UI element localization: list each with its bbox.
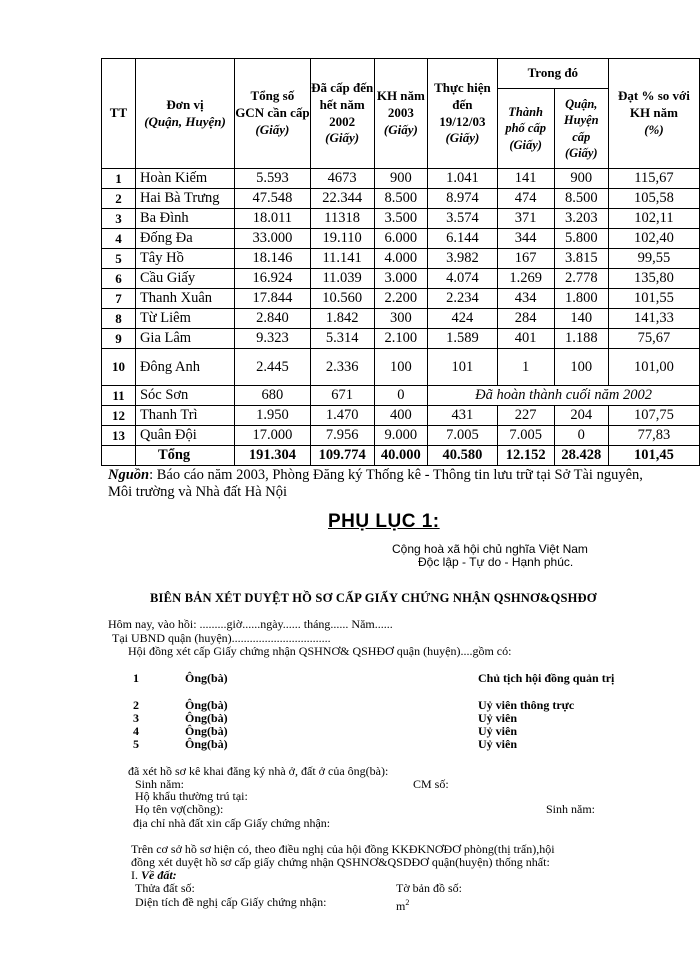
place-line: Tại UBND quận (huyện)................................. [112, 631, 331, 645]
source-text: : Báo cáo năm 2003, Phòng Đăng ký Thống kê - Thông tin lưu trữ tại Sở Tài nguyên, Môi trường và Nhà đất Hà Nội [108, 467, 643, 500]
row-tt: 5 [102, 249, 136, 269]
row-plan: 2.200 [374, 289, 428, 309]
total-pct: 101,45 [608, 446, 699, 466]
member-role: Uỷ viên [478, 737, 517, 751]
row-issued: 1.470 [310, 406, 374, 426]
row-issued: 11.039 [310, 269, 374, 289]
row-issued: 671 [310, 386, 374, 406]
row-city: 284 [497, 309, 554, 329]
row-unit: Đống Đa [135, 229, 234, 249]
header-plan-2003-unit: (Giấy) [383, 121, 418, 137]
row-city: 141 [497, 169, 554, 189]
row-total: 16.924 [235, 269, 311, 289]
row-tt: 9 [102, 329, 136, 349]
row-city: 1.269 [497, 269, 554, 289]
header-tt: TT [102, 59, 136, 169]
member-name-label: Ông(bà) [185, 671, 228, 685]
appendix-title: PHỤ LỤC 1: [328, 511, 440, 532]
header-unit [135, 59, 234, 169]
row-district: 140 [554, 309, 608, 329]
header-plan-2003-label: KH năm 2003 [376, 88, 425, 121]
member-number: 2 [133, 698, 139, 712]
row-done: 8.974 [428, 189, 498, 209]
household-label: Hộ khẩu thường trú tại: [135, 789, 248, 803]
row-total: 17.844 [235, 289, 311, 309]
member-number: 1 [133, 671, 139, 685]
table-row [102, 349, 700, 386]
row-done: 2.234 [428, 289, 498, 309]
row-pct: 101,55 [608, 289, 699, 309]
council-line: Hội đồng xét cấp Giấy chứng nhận QSHNƠ& QSHĐƠ quận (huyện)....gồm có: [128, 644, 512, 658]
row-total: 1.950 [235, 406, 311, 426]
header-unit-label: Đơn vị [166, 96, 204, 112]
row-pct: 135,80 [608, 269, 699, 289]
motto-line-1: Cộng hoà xã hội chủ nghĩa Việt Nam [392, 542, 588, 556]
member-number: 3 [133, 711, 139, 725]
row-unit: Hoàn Kiếm [135, 169, 234, 189]
row-city: 167 [497, 249, 554, 269]
row-total: 18.011 [235, 209, 311, 229]
basis-line-1: Trên cơ sở hồ sơ hiện có, theo điều nghị của hội đồng KKĐKNƠĐƠ phòng(thị trấn),hội [131, 842, 555, 856]
header-issued-2002-unit: (Giấy) [325, 130, 360, 146]
member-name-label: Ông(bà) [185, 724, 228, 738]
row-plan: 900 [374, 169, 428, 189]
member-role: Uỷ viên thông trực [478, 698, 575, 712]
table-row [102, 189, 700, 209]
row-unit: Ba Đình [135, 209, 234, 229]
table-row [102, 169, 700, 189]
table-row [102, 229, 700, 249]
row-city: 344 [497, 229, 554, 249]
row-district: 2.778 [554, 269, 608, 289]
total-tt [102, 446, 136, 466]
row-tt: 2 [102, 189, 136, 209]
row-issued: 2.336 [310, 349, 374, 386]
row-pct: 75,67 [608, 329, 699, 349]
row-total: 680 [235, 386, 311, 406]
row-district: 1.188 [554, 329, 608, 349]
row-district: 900 [554, 169, 608, 189]
row-plan: 2.100 [374, 329, 428, 349]
row-total: 2.840 [235, 309, 311, 329]
member-role: Chủ tịch hội đồng quản trị [478, 671, 615, 685]
member-name-label: Ông(bà) [185, 737, 228, 751]
row-unit: Quân Đội [135, 426, 234, 446]
row-tt: 7 [102, 289, 136, 309]
section-title: Về đất: [141, 868, 177, 882]
row-tt: 4 [102, 229, 136, 249]
header-unit-sub: (Quận, Huyện) [144, 113, 226, 129]
header-total-gcn-unit: (Giấy) [255, 121, 290, 137]
total-district: 28.428 [554, 446, 608, 466]
row-district: 100 [554, 349, 608, 386]
member-name-label: Ông(bà) [185, 698, 228, 712]
member-number: 4 [133, 724, 139, 738]
total-city: 12.152 [497, 446, 554, 466]
table-body [102, 169, 700, 466]
row-tt: 13 [102, 426, 136, 446]
table-row [102, 209, 700, 229]
row-done: 424 [428, 309, 498, 329]
row-unit: Đông Anh [135, 349, 234, 386]
row-unit: Tây Hồ [135, 249, 234, 269]
table-row [102, 289, 700, 309]
row-district: 204 [554, 406, 608, 426]
row-city: 371 [497, 209, 554, 229]
national-motto [392, 543, 588, 569]
row-tt: 3 [102, 209, 136, 229]
table-row [102, 249, 700, 269]
header-city-issued: Thành phố cấp (Giấy) [497, 89, 554, 169]
row-plan: 300 [374, 309, 428, 329]
header-district-issued: Quận, Huyện cấp (Giấy) [554, 89, 608, 169]
total-done: 40.580 [428, 446, 498, 466]
area-unit [396, 896, 409, 913]
row-pct: 107,75 [608, 406, 699, 426]
row-plan: 3.000 [374, 269, 428, 289]
row-issued: 7.956 [310, 426, 374, 446]
row-done: 3.982 [428, 249, 498, 269]
header-plan-2003 [374, 59, 428, 169]
row-city: 227 [497, 406, 554, 426]
row-issued: 11.141 [310, 249, 374, 269]
source-label: Nguồn [108, 467, 150, 483]
basis-line-2: đồng xét duyệt hồ sơ cấp giấy chứng nhận QSHNƠ&QSDĐƠ quận(huyện) thống nhất: [131, 855, 550, 869]
area-unit-base: m [396, 899, 406, 913]
header-of-which: Trong đó [497, 59, 608, 89]
table-row [102, 426, 700, 446]
document-title: BIÊN BẢN XÉT DUYỆT HỒ SƠ CẤP GIẤY CHỨNG NHẬN QSHNƠ&QSHĐƠ [150, 591, 597, 605]
row-city: 474 [497, 189, 554, 209]
spouse-birth-label: Sinh năm: [546, 802, 596, 816]
row-tt: 6 [102, 269, 136, 289]
member-role: Uỷ viên [478, 724, 517, 738]
source-note [108, 467, 668, 501]
header-percent-label: Đạt % so với KH năm [618, 88, 690, 121]
table-row [102, 406, 700, 426]
header-percent [608, 59, 699, 169]
member-number: 5 [133, 737, 139, 751]
row-plan: 400 [374, 406, 428, 426]
row-plan: 100 [374, 349, 428, 386]
header-percent-unit: (%) [644, 121, 664, 137]
row-district: 8.500 [554, 189, 608, 209]
row-issued: 1.842 [310, 309, 374, 329]
area-unit-exponent: 2 [405, 898, 410, 907]
row-issued: 5.314 [310, 329, 374, 349]
row-done: 101 [428, 349, 498, 386]
row-district: 3.203 [554, 209, 608, 229]
row-district: 3.815 [554, 249, 608, 269]
row-issued: 4673 [310, 169, 374, 189]
row-tt: 12 [102, 406, 136, 426]
row-unit: Cầu Giấy [135, 269, 234, 289]
header-issued-2002 [310, 59, 374, 169]
row-city: 7.005 [497, 426, 554, 446]
row-issued: 22.344 [310, 189, 374, 209]
section-label: I. [131, 868, 141, 882]
table-row [102, 386, 700, 406]
total-label: Tổng [135, 446, 234, 466]
row-plan: 8.500 [374, 189, 428, 209]
row-done: 3.574 [428, 209, 498, 229]
row-pct: 99,55 [608, 249, 699, 269]
row-issued: 19.110 [310, 229, 374, 249]
row-tt: 8 [102, 309, 136, 329]
total-total: 191.304 [235, 446, 311, 466]
row-issued: 10.560 [310, 289, 374, 309]
row-plan: 4.000 [374, 249, 428, 269]
total-issued: 109.774 [310, 446, 374, 466]
row-done: 4.074 [428, 269, 498, 289]
table-row [102, 269, 700, 289]
row-unit: Hai Bà Trưng [135, 189, 234, 209]
row-total: 18.146 [235, 249, 311, 269]
header-done-1912-unit: (Giấy) [445, 130, 480, 146]
row-total: 9.323 [235, 329, 311, 349]
total-plan: 40.000 [374, 446, 428, 466]
row-plan: 6.000 [374, 229, 428, 249]
plot-number-label: Thửa đất số: [135, 881, 195, 895]
header-issued-2002-label: Đã cấp đến hết năm 2002 [311, 79, 374, 129]
row-plan: 9.000 [374, 426, 428, 446]
row-done: 1.041 [428, 169, 498, 189]
row-total: 2.445 [235, 349, 311, 386]
row-plan: 3.500 [374, 209, 428, 229]
row-total: 33.000 [235, 229, 311, 249]
row-tt: 1 [102, 169, 136, 189]
map-sheet-label: Tờ bản đồ số: [396, 881, 463, 895]
row-total: 47.548 [235, 189, 311, 209]
table-row [102, 309, 700, 329]
member-name-label: Ông(bà) [185, 711, 228, 725]
row-city: 1 [497, 349, 554, 386]
row-tt: 11 [102, 386, 136, 406]
header-total-gcn [235, 59, 311, 169]
row-done: 7.005 [428, 426, 498, 446]
row-total: 5.593 [235, 169, 311, 189]
row-plan: 0 [374, 386, 428, 406]
row-unit: Gia Lâm [135, 329, 234, 349]
row-district: 1.800 [554, 289, 608, 309]
row-district: 5.800 [554, 229, 608, 249]
row-unit: Thanh Xuân [135, 289, 234, 309]
area-label: Diện tích đề nghị cấp Giấy chứng nhận: [135, 895, 327, 909]
row-tt: 10 [102, 349, 136, 386]
date-line: Hôm nay, vào hồi: .........giờ......ngày...... tháng...... Năm...... [108, 617, 393, 631]
header-done-1912-label: Thực hiện đến 19/12/03 [434, 79, 491, 129]
address-label: địa chỉ nhà đất xin cấp Giấy chứng nhận: [133, 816, 331, 830]
row-note: Đã hoàn thành cuối năm 2002 [428, 386, 700, 406]
id-number-label: CM số: [413, 777, 449, 791]
row-done: 6.144 [428, 229, 498, 249]
row-unit: Từ Liêm [135, 309, 234, 329]
header-done-1912 [428, 59, 498, 169]
row-city: 434 [497, 289, 554, 309]
row-pct: 102,40 [608, 229, 699, 249]
birth-year-label: Sinh năm: [135, 777, 185, 791]
row-district: 0 [554, 426, 608, 446]
row-pct: 105,58 [608, 189, 699, 209]
row-pct: 102,11 [608, 209, 699, 229]
table-row [102, 329, 700, 349]
row-unit: Thanh Trì [135, 406, 234, 426]
reviewed-line: đã xét hồ sơ kê khai đăng ký nhà ở, đất ở của ông(bà): [128, 764, 389, 778]
row-issued: 11318 [310, 209, 374, 229]
member-role: Uỷ viên [478, 711, 517, 725]
row-done: 431 [428, 406, 498, 426]
motto-line-2: Độc lập - Tự do - Hạnh phúc. [418, 555, 574, 569]
row-pct: 115,67 [608, 169, 699, 189]
land-certificate-table [101, 58, 700, 466]
row-city: 401 [497, 329, 554, 349]
row-pct: 101,00 [608, 349, 699, 386]
row-done: 1.589 [428, 329, 498, 349]
spouse-label: Họ tên vợ(chồng): [135, 802, 224, 816]
row-total: 17.000 [235, 426, 311, 446]
row-pct: 141,33 [608, 309, 699, 329]
header-total-gcn-label: Tổng số GCN cần cấp [235, 88, 310, 121]
total-row [102, 446, 700, 466]
row-pct: 77,83 [608, 426, 699, 446]
row-unit: Sóc Sơn [135, 386, 234, 406]
